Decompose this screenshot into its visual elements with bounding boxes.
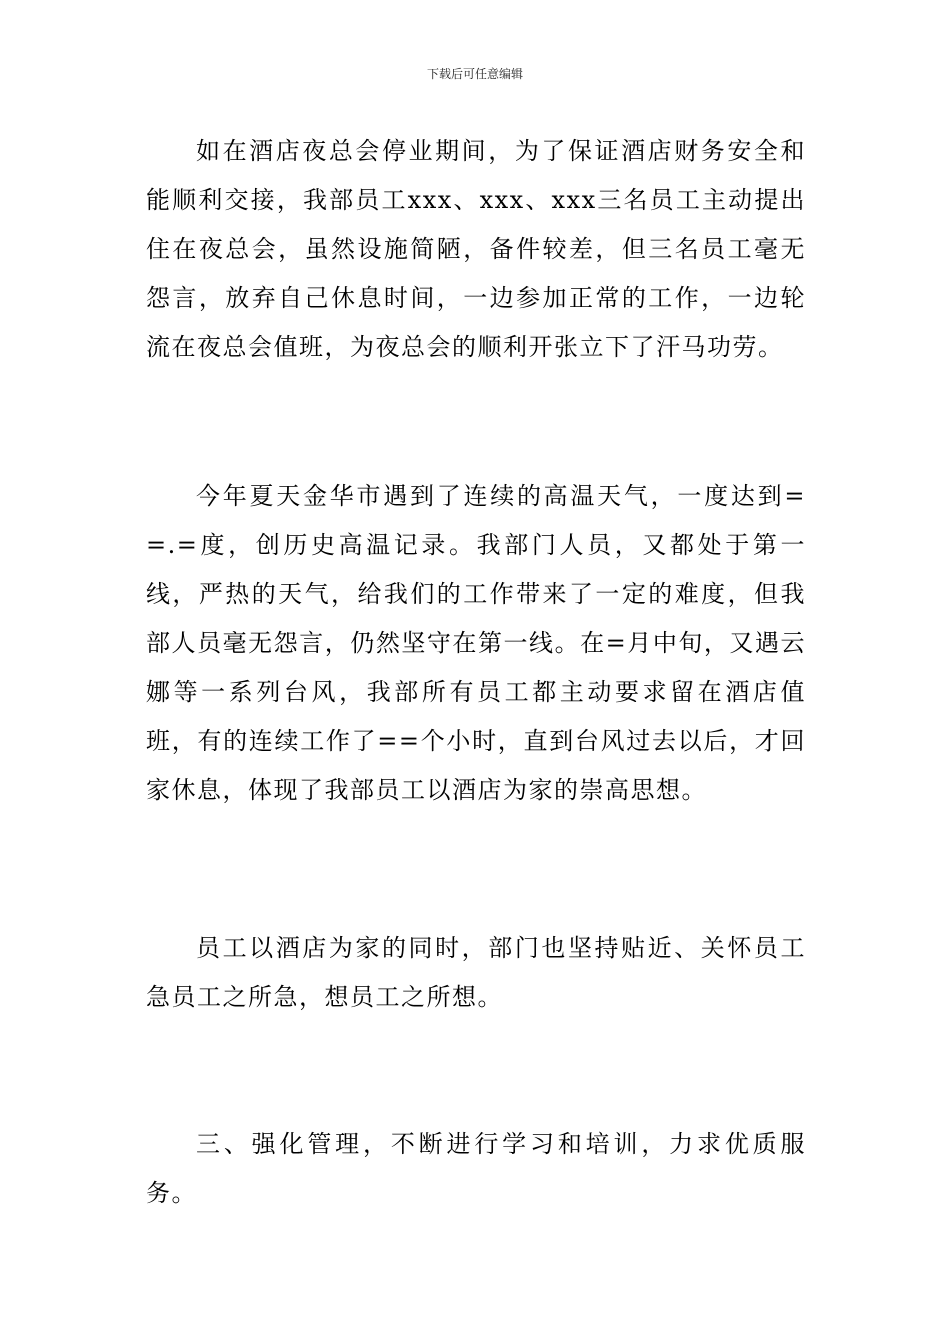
header-note: 下载后可任意编辑 bbox=[426, 67, 523, 81]
paragraph-3: 员工以酒店为家的同时，部门也坚持贴近、关怀员工急员工之所急，想员工之所想。 bbox=[146, 934, 806, 1011]
paragraph-2: 今年夏天金华市遇到了连续的高温天气，一度达到==.=度，创历史高温记录。我部门人员，又都处于第一线，严热的天气，给我们的工作带来了一定的难度，但我部人员毫无怨言，仍然坚守在第一线。在=月中旬，又遇云娜等一系列台风，我部所有员工都主动要求留在酒店值班，有的连续工作了==个小时，直到台风过去以后，才回家休息，体现了我部员工以酒店为家的崇高思想。 bbox=[146, 482, 806, 804]
paragraph-1: 如在酒店夜总会停业期间，为了保证酒店财务安全和能顺利交接，我部员工xxx、xxx、xxx三名员工主动提出住在夜总会，虽然设施简陋，备件较差，但三名员工毫无怨言，放弃自己休息时间，一边参加正常的工作，一边轮流在夜总会值班，为夜总会的顺利开张立下了汗马功劳。 bbox=[146, 137, 806, 361]
section-heading-3: 三、强化管理，不断进行学习和培训，力求优质服务。 bbox=[146, 1130, 806, 1207]
